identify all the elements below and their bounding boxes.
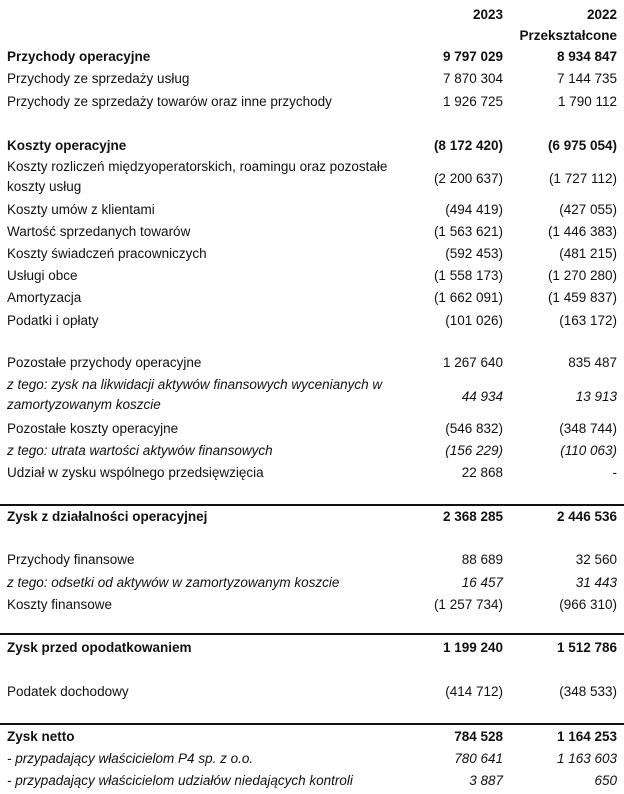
value-2023: (2 200 637) bbox=[433, 170, 503, 186]
value-2022: 8 934 847 bbox=[556, 49, 617, 64]
value-2023: 2 368 285 bbox=[442, 509, 503, 524]
value-2023: (101 026) bbox=[445, 313, 503, 328]
value-2022: 1 163 603 bbox=[556, 751, 617, 766]
row-label: - przypadający właścicielom udziałów niedających kontroli bbox=[7, 773, 353, 788]
row-label: z tego: odsetki od aktywów w zamortyzowanym koszcie bbox=[7, 575, 340, 590]
value-2023: (156 229) bbox=[445, 443, 503, 458]
row-label: Podatki i opłaty bbox=[7, 313, 99, 328]
value-2022: (966 310) bbox=[559, 597, 617, 612]
row-label: Przychody ze sprzedaży towarów oraz inne przychody bbox=[7, 94, 332, 109]
table-row bbox=[0, 352, 624, 373]
value-2022: 2 446 536 bbox=[556, 509, 617, 524]
value-2022: (1 270 280) bbox=[547, 268, 617, 283]
table-row bbox=[0, 68, 624, 89]
value-2022: 13 913 bbox=[575, 388, 617, 404]
value-2023: (1 662 091) bbox=[433, 290, 503, 305]
table-row bbox=[0, 287, 624, 308]
table-row bbox=[0, 594, 624, 615]
value-2023: 44 934 bbox=[461, 388, 503, 404]
table-row bbox=[0, 199, 624, 220]
row-label: Przychody finansowe bbox=[7, 552, 135, 567]
table-row bbox=[0, 572, 624, 593]
section-divider bbox=[0, 633, 624, 635]
value-2023: 780 641 bbox=[454, 751, 503, 766]
value-2022: (1 459 837) bbox=[547, 290, 617, 305]
value-2022: (481 215) bbox=[559, 246, 617, 261]
table-row bbox=[0, 310, 624, 331]
row-label: Przychody ze sprzedaży usług bbox=[7, 71, 190, 86]
row-label: - przypadający właścicielom P4 sp. z o.o. bbox=[7, 751, 254, 766]
value-2022: (6 975 054) bbox=[547, 138, 617, 153]
value-2022: 1 164 253 bbox=[556, 729, 617, 744]
table-row bbox=[0, 681, 624, 702]
value-2022: 650 bbox=[594, 773, 617, 788]
value-2023: 22 868 bbox=[461, 465, 503, 480]
value-2023: 1 926 725 bbox=[442, 94, 503, 109]
table-row bbox=[0, 440, 624, 461]
row-label: z tego: utrata wartości aktywów finansowych bbox=[7, 443, 273, 458]
value-2022: 31 443 bbox=[575, 575, 617, 590]
row-label: Usługi obce bbox=[7, 268, 78, 283]
row-label: Zysk z działalności operacyjnej bbox=[7, 509, 208, 524]
value-2022: 1 790 112 bbox=[557, 94, 617, 109]
table-row bbox=[0, 506, 624, 527]
row-label: Koszty operacyjne bbox=[7, 138, 127, 153]
value-2022: 7 144 735 bbox=[556, 71, 617, 86]
value-2022: 835 487 bbox=[568, 355, 617, 370]
value-2022: - bbox=[612, 465, 617, 480]
table-row bbox=[0, 637, 624, 658]
row-label: Amortyzacja bbox=[7, 290, 82, 305]
value-2022: (427 055) bbox=[559, 202, 617, 217]
value-2023: (1 257 734) bbox=[433, 597, 503, 612]
value-2023: (414 712) bbox=[445, 684, 503, 699]
value-2022: (1 446 383) bbox=[547, 224, 617, 239]
table-row bbox=[0, 770, 624, 791]
column-header-2022: 2022 bbox=[586, 7, 617, 22]
value-2023: 9 797 029 bbox=[442, 49, 503, 64]
value-2022: (1 727 112) bbox=[548, 170, 617, 186]
value-2023: (546 832) bbox=[445, 421, 503, 436]
value-2023: (494 419) bbox=[445, 202, 503, 217]
table-row bbox=[0, 418, 624, 439]
row-label: Przychody operacyjne bbox=[7, 49, 151, 64]
table-row bbox=[0, 375, 624, 417]
value-2023: 16 457 bbox=[461, 575, 503, 590]
value-2023: 1 267 640 bbox=[442, 355, 503, 370]
row-label: Pozostałe przychody operacyjne bbox=[7, 355, 202, 370]
row-label: Koszty świadczeń pracowniczych bbox=[7, 246, 207, 261]
row-label: Podatek dochodowy bbox=[7, 684, 129, 699]
row-label: z tego: zysk na likwidacji aktywów finansowych wycenianych w zamortyzowanym koszcie bbox=[7, 377, 383, 412]
table-row bbox=[0, 726, 624, 747]
value-2022: 1 512 786 bbox=[556, 640, 617, 655]
section-divider bbox=[0, 723, 624, 725]
table-row bbox=[0, 748, 624, 769]
table-row bbox=[0, 46, 624, 67]
row-label: Wartość sprzedanych towarów bbox=[7, 224, 191, 239]
row-label: Pozostałe koszty operacyjne bbox=[7, 421, 179, 436]
value-2023: 7 870 304 bbox=[442, 71, 503, 86]
value-2022: 32 560 bbox=[575, 552, 617, 567]
column-header-2023: 2023 bbox=[472, 7, 503, 22]
value-2022: (163 172) bbox=[559, 313, 617, 328]
table-row bbox=[0, 265, 624, 286]
row-label: Koszty rozliczeń międzyoperatorskich, roamingu oraz pozostałe koszty usług bbox=[7, 159, 388, 194]
row-label: Udział w zysku wspólnego przedsięwzięcia bbox=[7, 465, 264, 480]
row-label: Zysk przed opodatkowaniem bbox=[7, 640, 192, 655]
value-2023: (1 563 621) bbox=[433, 224, 503, 239]
value-2022: (348 744) bbox=[559, 421, 617, 436]
value-2022: (110 063) bbox=[560, 443, 617, 458]
column-header-2022-note: Przekształcone bbox=[519, 28, 617, 43]
value-2022: (348 533) bbox=[559, 684, 617, 699]
table-row bbox=[0, 243, 624, 264]
row-label: Zysk netto bbox=[7, 729, 75, 744]
table-row bbox=[0, 549, 624, 570]
table-row bbox=[0, 91, 624, 112]
value-2023: 3 887 bbox=[469, 773, 503, 788]
row-label: Koszty umów z klientami bbox=[7, 202, 155, 217]
value-2023: (8 172 420) bbox=[433, 138, 503, 153]
value-2023: 784 528 bbox=[454, 729, 503, 744]
table-row bbox=[0, 221, 624, 242]
value-2023: (1 558 173) bbox=[433, 268, 503, 283]
table-row bbox=[0, 462, 624, 483]
value-2023: (592 453) bbox=[445, 246, 503, 261]
table-row bbox=[0, 135, 624, 156]
table-row bbox=[0, 157, 624, 199]
value-2023: 88 689 bbox=[461, 552, 503, 567]
value-2023: 1 199 240 bbox=[442, 640, 503, 655]
row-label: Koszty finansowe bbox=[7, 597, 113, 612]
